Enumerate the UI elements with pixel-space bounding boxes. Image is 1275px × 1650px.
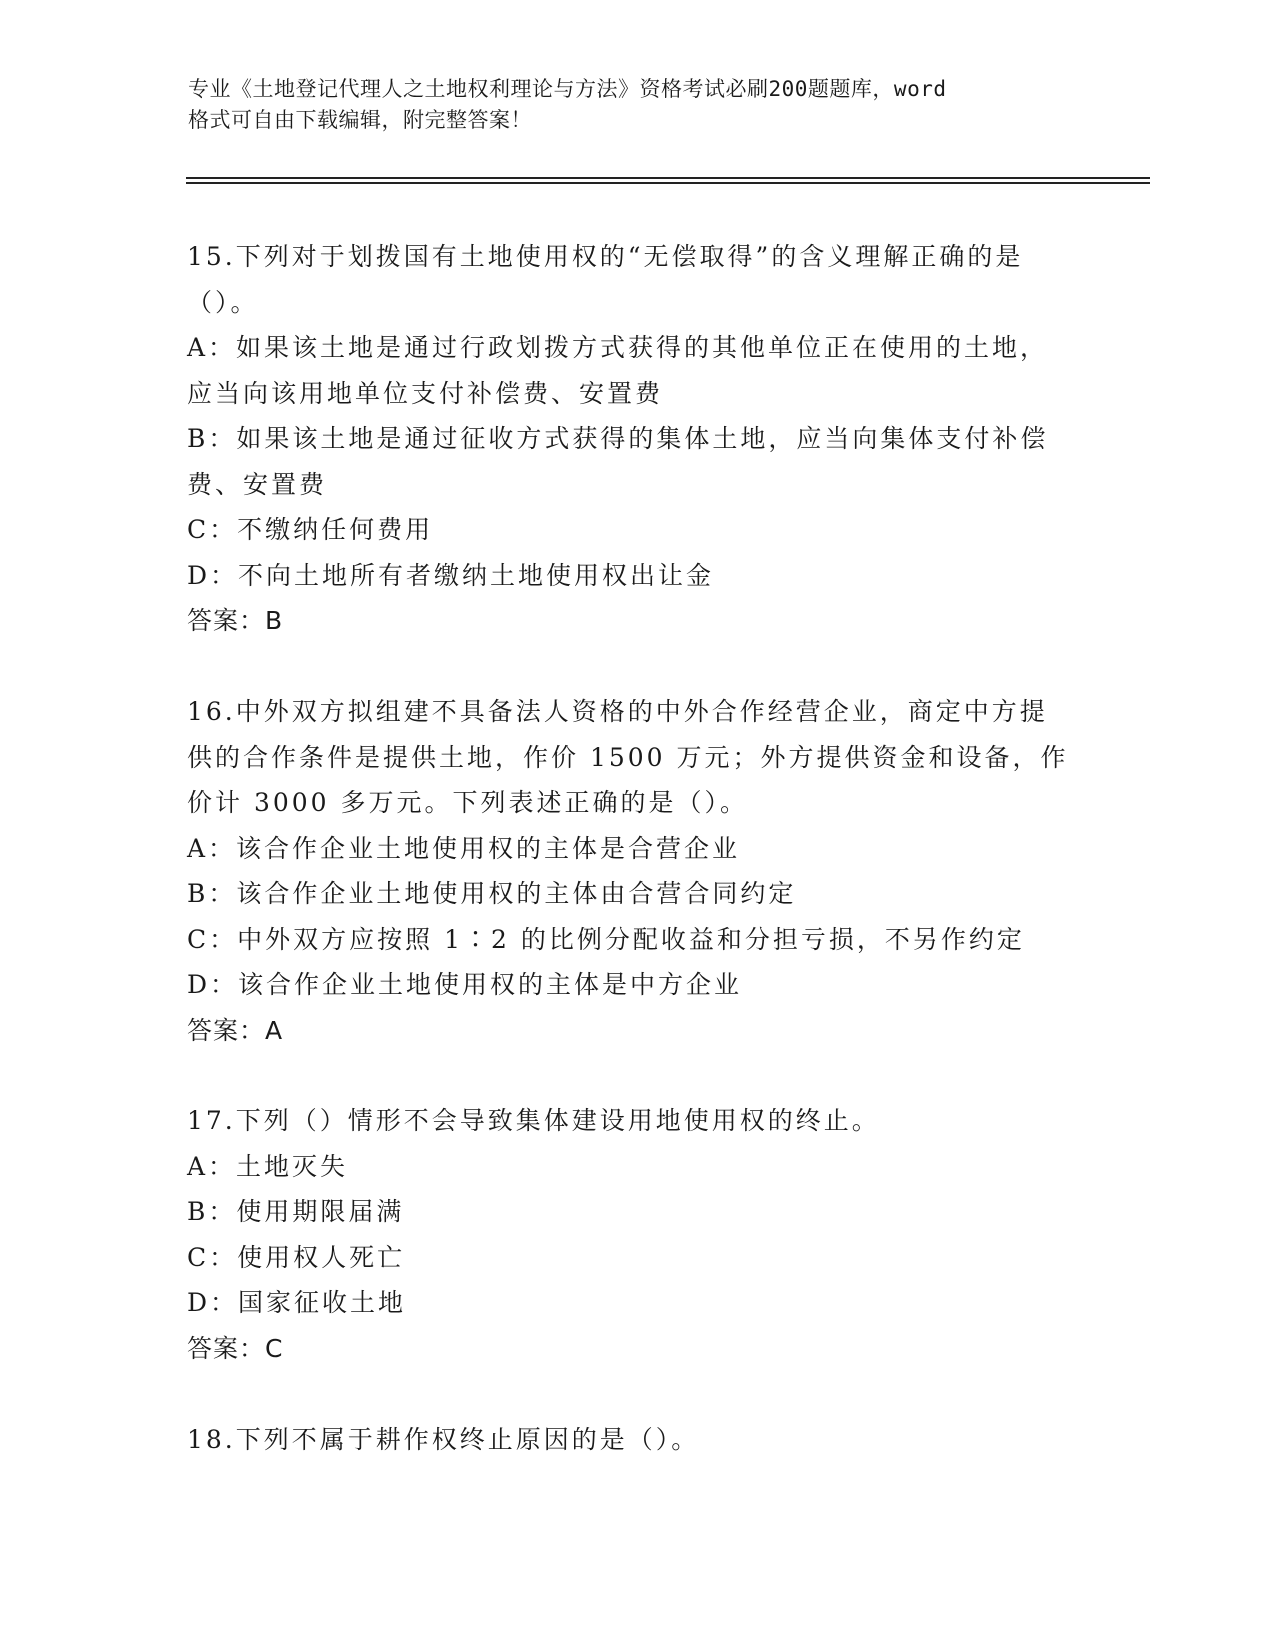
option-b: B：该合作企业土地使用权的主体由合营合同约定 bbox=[187, 879, 797, 908]
option-c: C：中外双方应按照 1∶2 的比例分配收益和分担亏损，不另作约定 bbox=[187, 924, 1025, 954]
header-line-1: 专业《土地登记代理人之土地权利理论与方法》资格考试必刷200题题库，word bbox=[188, 77, 947, 101]
question-stem-line: 15.下列对于划拨国有土地使用权的“无偿取得”的含义理解正确的是 bbox=[187, 242, 1024, 271]
question-stem-line: 价计 3000 多万元。下列表述正确的是（）。 bbox=[187, 788, 749, 817]
question-17 bbox=[187, 1098, 1087, 1371]
header-divider-bottom bbox=[186, 182, 1150, 184]
question-stem-line: （）。 bbox=[187, 287, 259, 317]
question-18 bbox=[187, 1417, 1087, 1463]
question-stem-line: 17.下列（）情形不会导致集体建设用地使用权的终止。 bbox=[187, 1106, 880, 1135]
header-divider-top bbox=[186, 177, 1150, 179]
option-d: D：该合作企业土地使用权的主体是中方企业 bbox=[187, 970, 743, 999]
answer-label: 答案：B bbox=[187, 606, 284, 635]
option-a-continued: 应当向该用地单位支付补偿费、安置费 bbox=[187, 378, 664, 408]
question-15 bbox=[187, 234, 1087, 644]
answer-label: 答案：A bbox=[187, 1015, 284, 1045]
question-stem-line: 16.中外双方拟组建不具备法人资格的中外合作经营企业，商定中方提 bbox=[187, 697, 1048, 726]
option-a: A：土地灭失 bbox=[187, 1151, 349, 1181]
header-line-2: 格式可自由下载编辑，附完整答案！ bbox=[188, 108, 532, 132]
option-d: D：国家征收土地 bbox=[187, 1288, 407, 1317]
question-16 bbox=[187, 689, 1087, 1053]
option-c: C：不缴纳任何费用 bbox=[187, 515, 434, 544]
option-a: A：如果该土地是通过行政划拨方式获得的其他单位正在使用的土地， bbox=[187, 333, 1049, 362]
option-b: B：如果该土地是通过征收方式获得的集体土地，应当向集体支付补偿 bbox=[187, 424, 1049, 453]
question-stem-line: 供的合作条件是提供土地，作价 1500 万元；外方提供资金和设备，作 bbox=[187, 742, 1069, 772]
answer-label: 答案：C bbox=[187, 1333, 284, 1363]
option-b-continued: 费、安置费 bbox=[187, 469, 328, 499]
option-b: B：使用期限届满 bbox=[187, 1197, 405, 1226]
document-header bbox=[188, 74, 1088, 136]
question-stem-line: 18.下列不属于耕作权终止原因的是（）。 bbox=[187, 1425, 700, 1454]
option-a: A：该合作企业土地使用权的主体是合营企业 bbox=[187, 833, 741, 863]
option-d: D：不向土地所有者缴纳土地使用权出让金 bbox=[187, 560, 715, 590]
option-c: C：使用权人死亡 bbox=[187, 1242, 406, 1272]
